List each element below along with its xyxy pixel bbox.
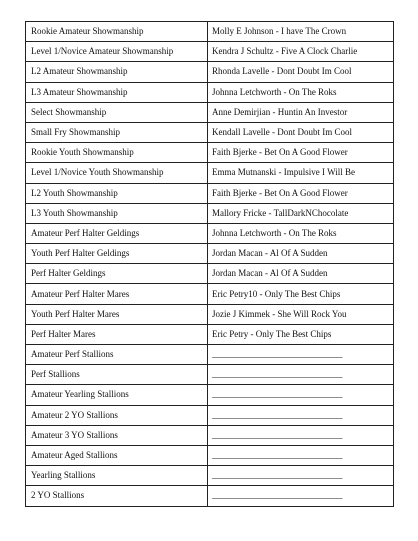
winner-cell: Eric Petry10 - Only The Best Chips	[208, 284, 394, 304]
class-name-cell: Youth Perf Halter Geldings	[26, 244, 208, 264]
class-name-cell: L3 Amateur Showmanship	[26, 82, 208, 102]
table-row	[26, 122, 394, 142]
winner-cell: Emma Mutnanski - Impulsive I Will Be	[208, 163, 394, 183]
table-row	[26, 82, 394, 102]
class-name-cell: Amateur Perf Halter Mares	[26, 284, 208, 304]
table-row	[26, 466, 394, 486]
class-name-cell: Amateur 2 YO Stallions	[26, 405, 208, 425]
winner-cell: Kendra J Schultz - Five A Clock Charlie	[208, 42, 394, 62]
table-row	[26, 345, 394, 365]
class-name-cell: 2 YO Stallions	[26, 486, 208, 506]
table-row	[26, 183, 394, 203]
winner-cell: Jozie J Kimmek - She Will Rock You	[208, 304, 394, 324]
class-name-cell: Yearling Stallions	[26, 466, 208, 486]
winner-cell: Jordan Macan - Al Of A Sudden	[208, 264, 394, 284]
results-table-body	[26, 22, 394, 507]
class-name-cell: Perf Stallions	[26, 365, 208, 385]
class-name-cell: Perf Halter Mares	[26, 324, 208, 344]
table-row	[26, 304, 394, 324]
winner-blank-line: _____________________________	[208, 466, 394, 486]
winner-cell: Rhonda Lavelle - Dont Doubt Im Cool	[208, 62, 394, 82]
winner-blank-line: _____________________________	[208, 425, 394, 445]
table-row	[26, 42, 394, 62]
table-row	[26, 324, 394, 344]
results-table	[25, 21, 394, 507]
table-row	[26, 264, 394, 284]
table-row	[26, 385, 394, 405]
class-name-cell: Amateur Yearling Stallions	[26, 385, 208, 405]
table-row	[26, 62, 394, 82]
table-row	[26, 486, 394, 506]
class-name-cell: Rookie Youth Showmanship	[26, 143, 208, 163]
winner-blank-line: _____________________________	[208, 345, 394, 365]
winner-blank-line: _____________________________	[208, 365, 394, 385]
winner-cell: Kendall Lavelle - Dont Doubt Im Cool	[208, 122, 394, 142]
winner-cell: Johnna Letchworth - On The Roks	[208, 223, 394, 243]
winner-cell: Anne Demirjian - Huntin An Investor	[208, 102, 394, 122]
winner-cell: Faith Bjerke - Bet On A Good Flower	[208, 183, 394, 203]
winner-cell: Eric Petry - Only The Best Chips	[208, 324, 394, 344]
table-row	[26, 143, 394, 163]
winner-cell: Molly E Johnson - I have The Crown	[208, 22, 394, 42]
winner-cell: Johnna Letchworth - On The Roks	[208, 82, 394, 102]
table-row	[26, 425, 394, 445]
winner-blank-line: _____________________________	[208, 486, 394, 506]
class-name-cell: L3 Youth Showmanship	[26, 203, 208, 223]
table-row	[26, 22, 394, 42]
class-name-cell: Amateur Perf Stallions	[26, 345, 208, 365]
class-name-cell: Amateur 3 YO Stallions	[26, 425, 208, 445]
winner-cell: Faith Bjerke - Bet On A Good Flower	[208, 143, 394, 163]
winner-cell: Mallory Fricke - TallDarkNChocolate	[208, 203, 394, 223]
table-row	[26, 445, 394, 465]
winner-blank-line: _____________________________	[208, 445, 394, 465]
table-row	[26, 223, 394, 243]
class-name-cell: Perf Halter Geldings	[26, 264, 208, 284]
class-name-cell: Youth Perf Halter Mares	[26, 304, 208, 324]
class-name-cell: Small Fry Showmanship	[26, 122, 208, 142]
class-name-cell: Rookie Amateur Showmanship	[26, 22, 208, 42]
table-row	[26, 163, 394, 183]
winner-cell: Jordan Macan - Al Of A Sudden	[208, 244, 394, 264]
class-name-cell: Level 1/Novice Amateur Showmanship	[26, 42, 208, 62]
class-name-cell: L2 Youth Showmanship	[26, 183, 208, 203]
class-name-cell: Select Showmanship	[26, 102, 208, 122]
table-row	[26, 284, 394, 304]
table-row	[26, 365, 394, 385]
class-name-cell: Level 1/Novice Youth Showmanship	[26, 163, 208, 183]
winner-blank-line: _____________________________	[208, 385, 394, 405]
table-row	[26, 244, 394, 264]
class-name-cell: Amateur Aged Stallions	[26, 445, 208, 465]
table-row	[26, 405, 394, 425]
winner-blank-line: _____________________________	[208, 405, 394, 425]
class-name-cell: Amateur Perf Halter Geldings	[26, 223, 208, 243]
table-row	[26, 102, 394, 122]
table-row	[26, 203, 394, 223]
class-name-cell: L2 Amateur Showmanship	[26, 62, 208, 82]
